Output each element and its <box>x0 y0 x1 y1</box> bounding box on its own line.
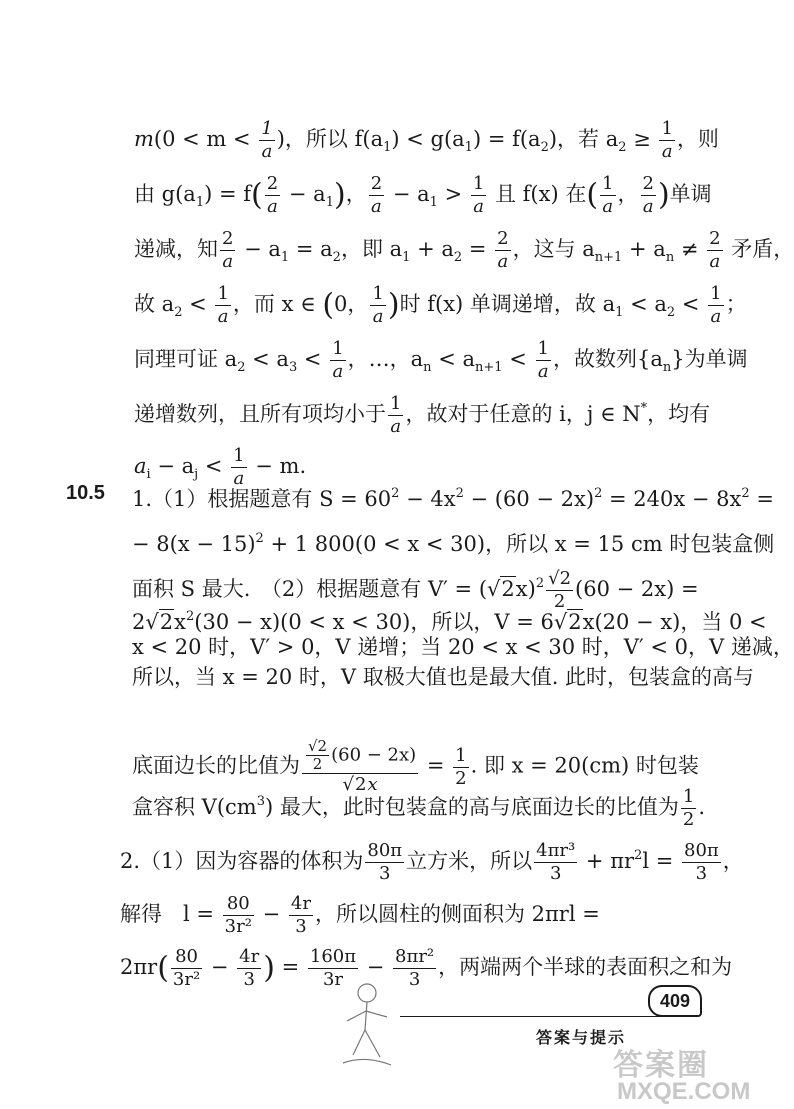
fraction-num: 1 <box>390 393 402 414</box>
big-paren: ) <box>333 177 346 213</box>
text-seg: x) <box>515 577 536 601</box>
fraction-den: a <box>537 361 549 382</box>
superscript: 3 <box>256 794 265 809</box>
text-seg: (30 − x)(0 < x < 30)，所以，V = 6 <box>194 610 554 634</box>
text-seg: − (60 − 2x) <box>463 487 595 511</box>
big-paren: ( <box>586 177 599 213</box>
section-label: 10.5 <box>66 482 105 504</box>
big-paren: ) <box>263 950 275 986</box>
fraction-den: 2 <box>682 809 695 830</box>
fraction-num: 4r <box>290 893 311 914</box>
text-seg: = <box>749 487 774 511</box>
fraction-num: 80π <box>367 840 403 861</box>
fraction <box>659 118 674 163</box>
text-seg: 立方米，所以 <box>406 849 533 873</box>
fraction-den: a <box>267 196 278 217</box>
text-seg: 同理可证 a <box>134 347 238 371</box>
fraction <box>388 393 403 438</box>
fraction <box>265 173 280 218</box>
figure-head <box>358 984 376 1002</box>
subscript: 1 <box>383 140 392 155</box>
text-seg: < <box>675 292 707 316</box>
fraction <box>471 173 486 218</box>
subscript: j <box>194 467 199 482</box>
text-seg: − 4x <box>399 487 456 511</box>
text-seg: = <box>274 955 306 979</box>
text-seg: + πr <box>579 849 635 873</box>
text-seg: < <box>297 347 329 371</box>
text-seg: 矛盾， <box>724 237 794 261</box>
fraction-num: 80 <box>223 893 254 916</box>
subscript: 2 <box>332 250 341 265</box>
fraction-num: 1 <box>472 173 485 194</box>
fraction-num: √2 <box>548 568 572 589</box>
footer-rule <box>400 1016 690 1017</box>
subscript: n+1 <box>475 360 503 375</box>
text-seg: x <box>174 610 186 634</box>
sqrt-arg: 2 <box>568 610 582 634</box>
page-number: 409 <box>648 985 702 1017</box>
text-seg: (0 < m < <box>153 127 258 151</box>
text-seg: 单调 <box>669 182 712 206</box>
text-seg: − a <box>150 454 195 478</box>
text-seg: 解得 l = <box>120 902 221 926</box>
text-seg: 2 <box>132 610 146 634</box>
text-seg: 底面边长的比值为 <box>132 753 300 778</box>
fraction-den: a <box>390 416 402 437</box>
text-seg: x <box>367 774 378 795</box>
text-seg: 2πr <box>120 955 158 979</box>
sqrt-arg: 2 <box>159 610 174 634</box>
text-seg: − a <box>237 237 281 261</box>
superscript: * <box>640 401 648 416</box>
text-seg: ，这与 a <box>512 237 595 261</box>
superscript: 2 <box>634 848 643 863</box>
fraction <box>259 118 274 163</box>
superscript: 2 <box>535 576 545 591</box>
text-seg: ) = f <box>204 182 252 206</box>
fraction-num: 80π <box>684 840 719 861</box>
fraction-den: 2 <box>553 591 566 612</box>
text-seg: ，所以圆柱的侧面积为 2πrl = <box>314 902 600 926</box>
fraction-num: 2 <box>222 228 234 249</box>
figure-arms <box>347 1011 387 1021</box>
superscript: 2 <box>741 486 750 501</box>
fraction-num: 2 <box>497 228 509 249</box>
fraction-num: 1 <box>682 786 695 807</box>
text-seg: + a <box>410 237 454 261</box>
fraction-num: 1 <box>602 173 614 194</box>
text-seg: = 240x − 8x <box>602 487 742 511</box>
fraction <box>220 228 235 273</box>
fraction-den: 2 <box>312 755 323 773</box>
fraction-num: 1 <box>372 283 384 304</box>
subscript: 1 <box>325 195 334 210</box>
superscript: 2 <box>255 531 264 546</box>
text-seg: ，均有 <box>647 402 711 426</box>
fraction <box>708 283 723 328</box>
fraction <box>369 173 384 218</box>
text-seg: < a <box>431 347 476 371</box>
text-seg: )，所以 f(a <box>276 127 384 151</box>
text-seg: < a <box>245 347 289 371</box>
watermark-text: 答案圈 <box>613 1049 709 1082</box>
text-seg: − <box>255 902 287 926</box>
fraction <box>289 893 313 938</box>
text-seg: − a <box>282 182 326 206</box>
text-seg: ≥ <box>626 127 658 151</box>
fraction-den: 2 <box>455 767 467 789</box>
fraction-num: 1 <box>332 338 344 359</box>
text-seg: 面积 S 最大. （2）根据题意有 V′ = ( <box>132 577 488 601</box>
text-seg: 时 f(x) 单调递增，故 a <box>399 292 616 316</box>
fraction-den: a <box>661 141 673 162</box>
math-var: m <box>134 127 154 151</box>
subscript: 1 <box>280 250 290 265</box>
fraction <box>534 840 577 885</box>
superscript: 2 <box>391 486 400 501</box>
fraction <box>223 893 254 938</box>
fraction <box>370 283 385 328</box>
fraction-num: 2 <box>266 173 279 194</box>
text-seg: − a <box>386 182 430 206</box>
fraction-den: √2x <box>342 774 378 795</box>
fraction <box>495 228 510 273</box>
fraction <box>600 173 615 218</box>
text-seg: . 即 x = 20(cm) 时包装 <box>470 753 699 778</box>
text-seg: + a <box>622 237 666 261</box>
text-seg: 递增数列，且所有项均小于 <box>134 402 386 426</box>
text-seg: = <box>420 753 452 778</box>
subscript: 2 <box>174 305 183 320</box>
text-seg: ，…，a <box>347 347 424 371</box>
big-paren: ) <box>387 287 400 323</box>
text-seg: < <box>198 454 230 478</box>
fraction-den: a <box>372 306 384 327</box>
text-seg: }为单调 <box>671 347 748 371</box>
superscript: 2 <box>185 609 195 624</box>
fraction-den: a <box>473 196 484 217</box>
text-seg: − <box>204 955 236 979</box>
fraction <box>365 840 404 885</box>
watermark <box>605 1040 751 1108</box>
sqrt-arg: 2 <box>355 774 367 795</box>
text-seg: ，故对于任意的 i，j ∈ N <box>405 402 641 426</box>
text-seg: 由 g(a <box>134 182 196 206</box>
subscript: 1 <box>429 195 438 210</box>
text-seg: l = <box>642 849 680 873</box>
text-seg: (60 − 2x) = <box>575 577 699 601</box>
subscript: 2 <box>237 360 246 375</box>
text-seg: 2.（1）因为容器的体积为 <box>120 849 364 873</box>
fraction-den: a <box>642 196 654 217</box>
fraction-num: 1 <box>710 283 722 304</box>
fraction-inner <box>306 738 329 773</box>
fraction-den: a <box>602 196 614 217</box>
fraction-den: 3r² <box>172 969 201 990</box>
text-seg: ， <box>345 182 367 206</box>
text-seg: ) 最大，此时包装盒的高与底面边长的比值为 <box>265 795 679 819</box>
text-seg: − <box>360 955 392 979</box>
subscript: 1 <box>402 250 411 265</box>
fraction <box>330 338 345 383</box>
text-seg: ) = f(a <box>472 127 541 151</box>
subscript: n <box>423 360 432 375</box>
text-seg: 故 a <box>134 292 175 316</box>
text-seg: ，即 a <box>340 237 403 261</box>
watermark-url: MXQE.COM <box>617 1078 751 1105</box>
fraction-num: 1 <box>537 338 549 359</box>
big-paren: ) <box>657 177 670 213</box>
subscript: 2 <box>618 140 627 155</box>
subscript: 1 <box>615 305 624 320</box>
text-seg: )，若 a <box>548 127 619 151</box>
big-paren: ( <box>322 287 335 323</box>
text-seg: ，故数列{a <box>552 347 663 371</box>
fraction-den: a <box>497 251 509 272</box>
text-seg: (60 − 2x) <box>331 744 417 766</box>
fraction-num: 4r <box>239 946 260 967</box>
fraction-num: 1 <box>455 744 467 766</box>
subscript: n <box>662 360 672 375</box>
figure-leg <box>365 1030 380 1057</box>
fraction-den: a <box>332 361 344 382</box>
subscript: n+1 <box>594 250 623 265</box>
text-seg: ，而 x ∈ <box>232 292 323 316</box>
fraction-num: 1 <box>261 118 273 139</box>
fraction <box>215 283 230 328</box>
text-seg: = <box>462 237 494 261</box>
fraction-num: 1 <box>233 445 245 466</box>
fraction-den: 3r² <box>224 916 252 937</box>
text-seg: 1.（1）根据题意有 S = 60 <box>132 487 392 511</box>
fraction <box>171 946 202 991</box>
text-seg: 且 f(x) 在 <box>488 182 587 206</box>
text-seg: ； <box>725 292 747 316</box>
superscript: 2 <box>594 486 603 501</box>
fraction-den: 3r <box>322 969 344 990</box>
subscript: 2 <box>540 140 549 155</box>
fraction-den: 3 <box>295 916 307 937</box>
fraction-den: a <box>217 306 229 327</box>
fraction <box>536 338 551 383</box>
fraction <box>641 173 656 218</box>
sqrt-arg: 2 <box>501 577 515 601</box>
fraction-num <box>302 738 418 774</box>
text-seg: − m. <box>248 454 307 478</box>
fraction-num: 160π <box>309 946 357 967</box>
fraction-den: a <box>710 306 722 327</box>
fraction-num: 1 <box>217 283 229 304</box>
text-seg: ，则 <box>676 127 719 151</box>
fraction-num: 2 <box>709 228 721 249</box>
figure-body <box>353 1002 367 1055</box>
text-seg: + 1 800(0 < x < 30)，所以 x = 15 cm 时包装盒侧 <box>263 532 775 556</box>
subscript: 2 <box>666 305 676 320</box>
decorative-figure-icon <box>325 975 405 1070</box>
fraction <box>681 786 696 831</box>
fraction-num: 2 <box>642 173 654 194</box>
text-seg: a <box>134 454 147 478</box>
fraction-num: 80 <box>171 946 202 969</box>
fraction <box>682 840 721 885</box>
fraction-num: 1 <box>661 118 673 139</box>
fraction <box>237 946 261 991</box>
text-seg: 盒容积 V(cm <box>132 795 257 819</box>
fraction-den: 3 <box>695 863 708 884</box>
text-seg: < <box>502 347 534 371</box>
text-seg: ， <box>722 849 744 873</box>
text-seg: ) < g(a <box>391 127 465 151</box>
superscript: 2 <box>455 486 464 501</box>
fraction-num: 2 <box>370 173 383 194</box>
fraction-num: √2 <box>308 737 328 755</box>
fraction-den: a <box>233 468 245 489</box>
fraction-den: a <box>709 251 721 272</box>
running-footer: 答案与提示 <box>536 1030 627 1047</box>
fraction-den: 3 <box>408 969 421 990</box>
text-seg: ，两端两个半球的表面积之和为 <box>438 955 733 979</box>
fraction-num: 4πr³ <box>536 840 576 861</box>
subscript: n <box>665 250 675 265</box>
subscript: 1 <box>464 140 473 155</box>
text-seg: < <box>182 292 214 316</box>
text-seg: ≠ <box>674 237 706 261</box>
fraction-num: 8πr² <box>395 946 435 967</box>
fraction-den: a <box>261 141 273 162</box>
text-seg: 0， <box>334 292 369 316</box>
subscript: 1 <box>195 195 205 210</box>
fraction-den: a <box>371 196 382 217</box>
text-seg: 递减，知 <box>134 237 218 261</box>
fraction <box>453 745 468 790</box>
text-seg: x(20 − x)，当 0 < <box>582 610 767 634</box>
fraction-den: 3 <box>243 969 255 990</box>
subscript: 2 <box>453 250 463 265</box>
text-seg: = a <box>289 237 333 261</box>
figure-ground <box>343 1059 391 1065</box>
fraction-den: a <box>222 251 234 272</box>
text-seg: > <box>437 182 469 206</box>
text-seg: . <box>698 795 706 819</box>
text-seg: ， <box>617 182 639 206</box>
text-seg: − 8(x − 15) <box>132 532 256 556</box>
text-seg: < a <box>623 292 667 316</box>
big-paren: ( <box>251 177 263 213</box>
fraction <box>707 228 722 273</box>
fraction-den: 3 <box>379 863 391 884</box>
fraction-den: 3 <box>549 863 562 884</box>
subscript: i <box>146 467 151 482</box>
subscript: 3 <box>288 360 298 375</box>
big-paren: ( <box>157 950 169 986</box>
